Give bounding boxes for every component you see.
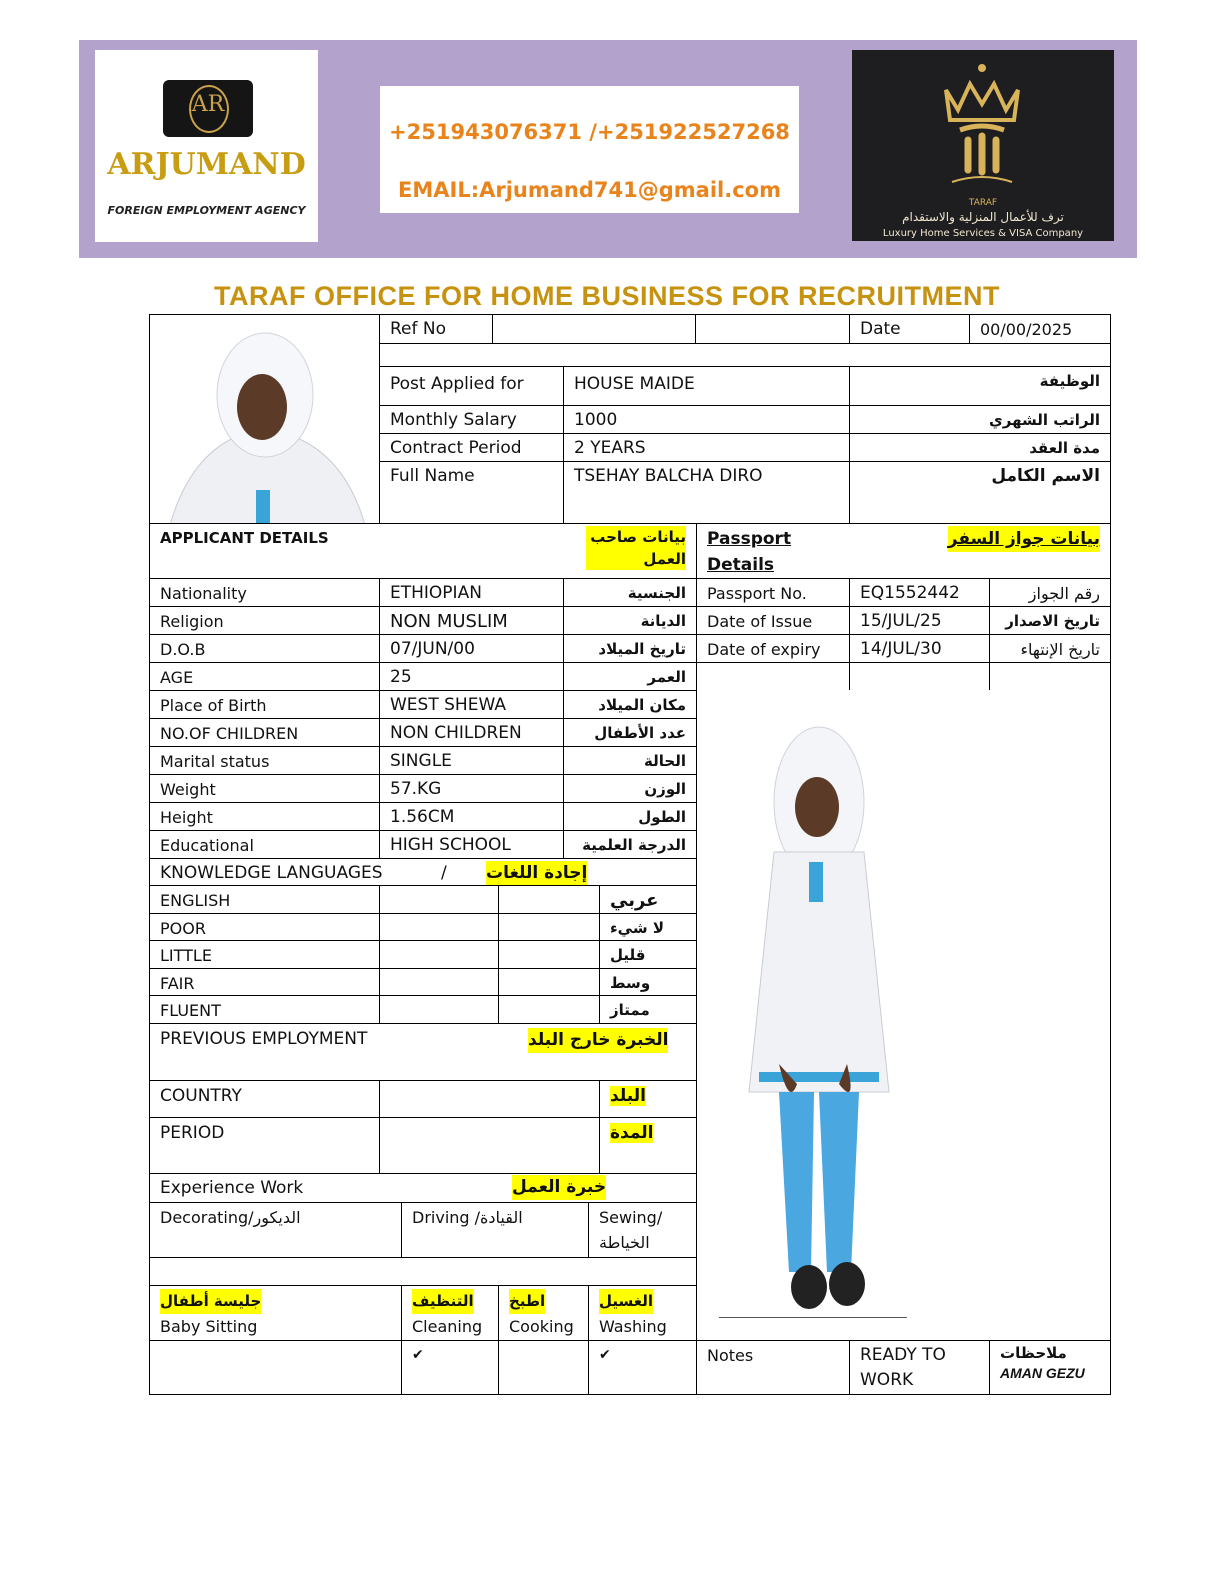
notes-label: Notes xyxy=(696,1340,850,1395)
salary-label: Monthly Salary xyxy=(379,405,564,434)
applicant-photo-portrait xyxy=(149,314,380,524)
applicant-heading-en: APPLICANT DETAILS xyxy=(160,529,329,547)
nationality-value[interactable]: ETHIOPIAN xyxy=(379,578,564,607)
cooking-en: Cooking xyxy=(509,1317,574,1336)
height-arabic: الطول xyxy=(563,802,697,831)
lang-poor-label: POOR xyxy=(149,913,380,941)
experience-heading-en: Experience Work xyxy=(160,1178,304,1198)
religion-value[interactable]: NON MUSLIM xyxy=(379,606,564,635)
period-arabic-cell xyxy=(599,1117,697,1174)
post-label: Post Applied for xyxy=(379,366,564,406)
experience-heading-arabic: خبرة العمل xyxy=(512,1175,606,1200)
lang-english-cell[interactable] xyxy=(379,885,499,914)
passport-blank-1 xyxy=(696,662,850,691)
dob-label: D.O.B xyxy=(149,634,380,663)
cooking-arabic: اطبخ xyxy=(509,1289,545,1314)
passport-heading-arabic: بيانات جواز السفر xyxy=(948,526,1100,552)
passport-no-value[interactable]: EQ1552442 xyxy=(849,578,990,607)
cleaning-arabic: التنظيف xyxy=(412,1289,474,1314)
previous-employment-en: PREVIOUS EMPLOYMENT xyxy=(160,1029,368,1049)
crown-icon xyxy=(932,60,1032,195)
lang-arabic-cell[interactable] xyxy=(498,885,600,914)
religion-label: Religion xyxy=(149,606,380,635)
age-value[interactable]: 25 xyxy=(379,662,564,691)
lang-little-arabic: قليل xyxy=(599,940,697,969)
taraf-word: TARAF xyxy=(968,198,998,208)
contract-value[interactable]: 2 YEARS xyxy=(563,433,850,462)
taraf-english-name: Luxury Home Services & VISA Company xyxy=(882,228,1084,239)
salary-arabic: الراتب الشهري xyxy=(849,405,1111,434)
lang-little-ar-cell[interactable] xyxy=(498,940,600,969)
page-title: TARAF OFFICE FOR HOME BUSINESS FOR RECRUITMENT xyxy=(214,281,1000,311)
notes-value[interactable]: READY TO WORK xyxy=(849,1340,990,1395)
fullname-label: Full Name xyxy=(379,461,564,524)
cleaning-en: Cleaning xyxy=(412,1317,483,1336)
ar-logo-badge xyxy=(163,80,253,137)
ar-logo-letters: AR xyxy=(191,92,225,117)
languages-heading xyxy=(149,858,697,886)
weight-arabic: الوزن xyxy=(563,774,697,803)
brand-name: ARJUMAND xyxy=(107,147,306,182)
washing-en: Washing xyxy=(599,1317,667,1336)
issue-date-value[interactable]: 15/JUL/25 xyxy=(849,606,990,635)
country-label: COUNTRY xyxy=(149,1080,380,1118)
previous-employment-arabic: الخبرة خارج البلد xyxy=(528,1028,668,1053)
lang-english-label: ENGLISH xyxy=(149,885,380,914)
fullname-value[interactable]: TSEHAY BALCHA DIRO xyxy=(563,461,850,524)
period-input[interactable] xyxy=(379,1117,600,1174)
weight-value[interactable]: 57.KG xyxy=(379,774,564,803)
nationality-arabic: الجنسية xyxy=(563,578,697,607)
arjumand-logo xyxy=(95,50,318,242)
cooking-check[interactable] xyxy=(498,1340,589,1395)
marital-arabic: الحالة xyxy=(563,746,697,775)
children-arabic: عدد الأطفال xyxy=(563,718,697,747)
notes-arabic: ملاحظات xyxy=(1000,1344,1067,1362)
lang-fair-en-cell[interactable] xyxy=(379,968,499,996)
lang-arabic-label: عربي xyxy=(599,885,697,914)
baby-sitting-check[interactable] xyxy=(149,1340,402,1395)
age-arabic: العمر xyxy=(563,662,697,691)
education-value[interactable]: HIGH SCHOOL xyxy=(379,830,564,859)
height-label: Height xyxy=(149,802,380,831)
education-label: Educational xyxy=(149,830,380,859)
ref-input[interactable] xyxy=(492,314,696,344)
lang-fair-label: FAIR xyxy=(149,968,380,996)
languages-slash: / xyxy=(441,863,447,883)
lang-fluent-en-cell[interactable] xyxy=(379,995,499,1024)
date-value[interactable]: 00/00/2025 xyxy=(969,314,1111,344)
contract-label: Contract Period xyxy=(379,433,564,462)
experience-spacer xyxy=(149,1257,697,1286)
driving-cell[interactable]: Driving /القيادة xyxy=(401,1202,589,1258)
height-value[interactable]: 1.56CM xyxy=(379,802,564,831)
contract-arabic: مدة العقد xyxy=(849,433,1111,462)
lang-fair-ar-cell[interactable] xyxy=(498,968,600,996)
children-value[interactable]: NON CHILDREN xyxy=(379,718,564,747)
lang-poor-ar-cell[interactable] xyxy=(498,913,600,941)
lang-fluent-label: FLUENT xyxy=(149,995,380,1024)
passport-heading-en: Passport Details xyxy=(707,529,792,575)
passport-blank-2 xyxy=(849,662,990,691)
salary-value[interactable]: 1000 xyxy=(563,405,850,434)
languages-heading-en: KNOWLEDGE LANGUAGES xyxy=(160,863,383,883)
applicant-details-heading xyxy=(149,523,697,579)
lang-little-label: LITTLE xyxy=(149,940,380,969)
contact-box xyxy=(380,86,799,213)
lang-fluent-arabic: ممتاز xyxy=(599,995,697,1024)
cleaning-cell xyxy=(401,1285,499,1341)
weight-label: Weight xyxy=(149,774,380,803)
religion-arabic: الديانة xyxy=(563,606,697,635)
lang-poor-arabic: لا شيء xyxy=(599,913,697,941)
lang-little-en-cell[interactable] xyxy=(379,940,499,969)
signature: AMAN GEZU xyxy=(1000,1365,1085,1381)
cooking-cell xyxy=(498,1285,589,1341)
ref-blank xyxy=(695,314,850,344)
email-address[interactable]: EMAIL:Arjumand741@gmail.com xyxy=(398,178,781,202)
applicant-photo-full xyxy=(719,712,907,1317)
dob-arabic: تاريخ الميلاد xyxy=(563,634,697,663)
post-arabic: الوظيفة xyxy=(849,366,1111,406)
period-label: PERIOD xyxy=(149,1117,380,1174)
experience-heading xyxy=(149,1173,697,1203)
photo-baseline xyxy=(719,1317,907,1318)
passport-no-arabic: رقم الجواز xyxy=(989,578,1111,607)
issue-date-arabic: تاريخ الاصدار xyxy=(989,606,1111,635)
marital-value[interactable]: SINGLE xyxy=(379,746,564,775)
phone-numbers: +251943076371 /+251922527268 xyxy=(389,120,790,144)
passport-heading-cell xyxy=(696,523,1111,579)
notes-arabic-cell xyxy=(989,1340,1111,1395)
place-of-birth-arabic: مكان الميلاد xyxy=(563,690,697,719)
sewing-cell[interactable]: Sewing/ الخياطة xyxy=(588,1202,697,1258)
ref-label: Ref No xyxy=(379,314,493,344)
expiry-date-value[interactable]: 14/JUL/30 xyxy=(849,634,990,663)
place-of-birth-label: Place of Birth xyxy=(149,690,380,719)
children-label: NO.OF CHILDREN xyxy=(149,718,380,747)
passport-no-label: Passport No. xyxy=(696,578,850,607)
marital-label: Marital status xyxy=(149,746,380,775)
baby-sitting-arabic: جليسة أطفال xyxy=(160,1289,261,1314)
education-arabic: الدرجة العلمية xyxy=(563,830,697,859)
passport-blank-3 xyxy=(989,662,1111,691)
previous-employment-heading xyxy=(149,1023,697,1081)
expiry-date-arabic: تاريخ الإنتهاء xyxy=(989,634,1111,663)
taraf-arabic-name: ترف للأعمال المنزلية والاستقدام xyxy=(902,210,1064,224)
applicant-heading-arabic: بيانات صاحب العمل xyxy=(586,526,686,570)
country-arabic: البلد xyxy=(610,1086,646,1106)
nationality-label: Nationality xyxy=(149,578,380,607)
fullname-arabic: الاسم الكامل xyxy=(849,461,1111,524)
spacer-row xyxy=(379,343,1111,367)
decorating-cell[interactable]: Decorating/الديكور xyxy=(149,1202,402,1258)
lang-poor-en-cell[interactable] xyxy=(379,913,499,941)
post-value[interactable]: HOUSE MAIDE xyxy=(563,366,850,406)
washing-check[interactable]: ✔ xyxy=(588,1340,697,1395)
country-arabic-cell xyxy=(599,1080,697,1118)
languages-heading-arabic: إجادة اللغات xyxy=(486,861,587,886)
issue-date-label: Date of Issue xyxy=(696,606,850,635)
place-of-birth-value[interactable]: WEST SHEWA xyxy=(379,690,564,719)
age-label: AGE xyxy=(149,662,380,691)
country-input[interactable] xyxy=(379,1080,600,1118)
washing-arabic: الغسيل xyxy=(599,1289,653,1314)
expiry-date-label: Date of expiry xyxy=(696,634,850,663)
baby-sitting-en: Baby Sitting xyxy=(160,1317,258,1336)
brand-subtitle: FOREIGN EMPLOYMENT AGENCY xyxy=(107,204,306,217)
lang-fluent-ar-cell[interactable] xyxy=(498,995,600,1024)
taraf-logo xyxy=(852,50,1114,241)
lang-fair-arabic: وسط xyxy=(599,968,697,996)
dob-value[interactable]: 07/JUN/00 xyxy=(379,634,564,663)
baby-sitting-cell xyxy=(149,1285,402,1341)
cleaning-check[interactable]: ✔ xyxy=(401,1340,499,1395)
date-label: Date xyxy=(849,314,970,344)
washing-cell xyxy=(588,1285,697,1341)
period-arabic: المدة xyxy=(610,1123,654,1143)
